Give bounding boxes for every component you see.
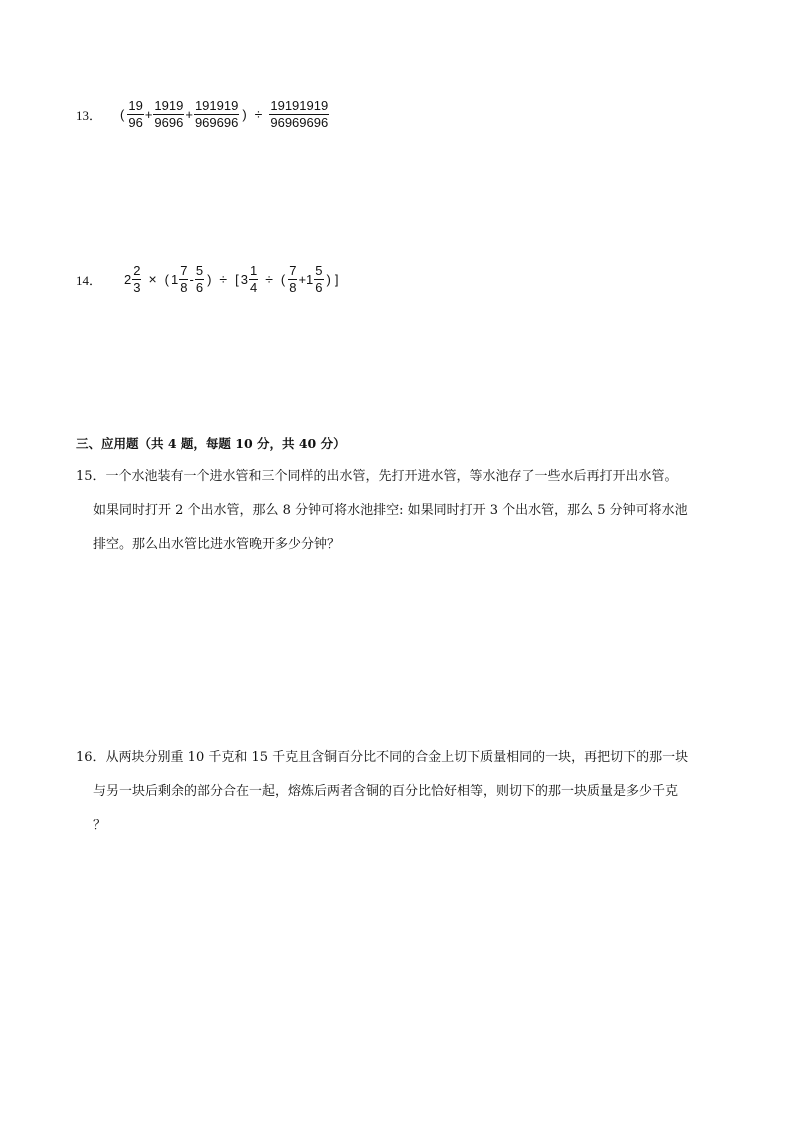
numerator: 19	[128, 98, 143, 113]
plus-sign: +1	[298, 271, 314, 287]
numerator: 2	[133, 263, 141, 278]
question-line: 与另一块后剩余的部分合在一起，熔炼后两者含铜的百分比恰好相等，则切下的那一块质量是多少千克	[93, 784, 679, 799]
divide-sign: ÷	[265, 271, 273, 288]
fraction	[288, 264, 297, 294]
question-line: ？	[93, 818, 107, 833]
paren-close: )	[326, 271, 331, 287]
question-line: 如果同时打开 2 个出水管，那么 8 分钟可将水池排空: 如果同时打开 3 个出水管，那么 5 分钟可将水池	[93, 503, 688, 518]
divide-sign: ÷	[219, 271, 228, 288]
fraction	[269, 99, 329, 129]
paren-open: (	[164, 271, 170, 287]
question-line: 16．从两块分别重 10 千克和 15 千克且含铜百分比不同的合金上切下质量相同的一块，再把切下的那一块	[76, 750, 689, 765]
times-sign: ×	[148, 271, 157, 288]
denominator: 6	[315, 279, 323, 295]
plus-sign: +	[144, 106, 153, 122]
numerator: 1919	[154, 98, 184, 113]
numerator: 5	[195, 263, 204, 278]
fraction	[249, 264, 258, 294]
bracket-close: ]	[334, 271, 339, 287]
denominator: 8	[180, 279, 188, 295]
whole-number: 2	[124, 271, 132, 287]
plus-sign: +	[185, 106, 193, 122]
paren-close: )	[242, 106, 247, 122]
fraction	[179, 264, 188, 294]
question-15	[76, 460, 716, 562]
fraction	[194, 99, 239, 129]
fraction	[132, 264, 141, 294]
whole-number: 1	[171, 271, 179, 287]
question-14	[76, 264, 340, 294]
paren-open: (	[120, 106, 125, 122]
fraction	[195, 264, 204, 294]
question-16	[76, 741, 716, 843]
numerator: 1	[249, 263, 258, 278]
paren-close: )	[207, 271, 212, 287]
denominator: 969696	[194, 114, 239, 130]
denominator: 96	[128, 114, 143, 130]
numerator: 19191919	[270, 98, 329, 113]
bracket-open: [	[235, 271, 239, 287]
fraction	[127, 99, 143, 129]
question-13	[76, 99, 330, 129]
denominator: 4	[249, 279, 258, 295]
section-heading: 三、应用题（共 4 题，每题 10 分，共 40 分）	[76, 436, 346, 451]
question-number: 13．	[76, 107, 103, 123]
paren-open: (	[280, 271, 286, 287]
denominator: 9696	[154, 114, 184, 130]
divide-sign: ÷	[254, 106, 263, 123]
minus-sign: -	[189, 271, 194, 287]
denominator: 3	[133, 279, 141, 295]
denominator: 96969696	[270, 114, 329, 130]
fraction	[153, 99, 184, 129]
fraction	[314, 264, 323, 294]
numerator: 5	[315, 263, 323, 278]
question-number: 14．	[76, 272, 103, 288]
numerator: 191919	[194, 98, 239, 113]
numerator: 7	[180, 263, 188, 278]
question-line: 15．一个水池装有一个进水管和三个同样的出水管，先打开进水管，等水池存了一些水后再打开出水管。	[76, 469, 678, 484]
denominator: 6	[195, 279, 204, 295]
numerator: 7	[289, 263, 297, 278]
whole-number: 3	[240, 271, 248, 287]
question-line: 排空。那么出水管比进水管晚开多少分钟？	[93, 537, 341, 552]
denominator: 8	[289, 279, 297, 295]
